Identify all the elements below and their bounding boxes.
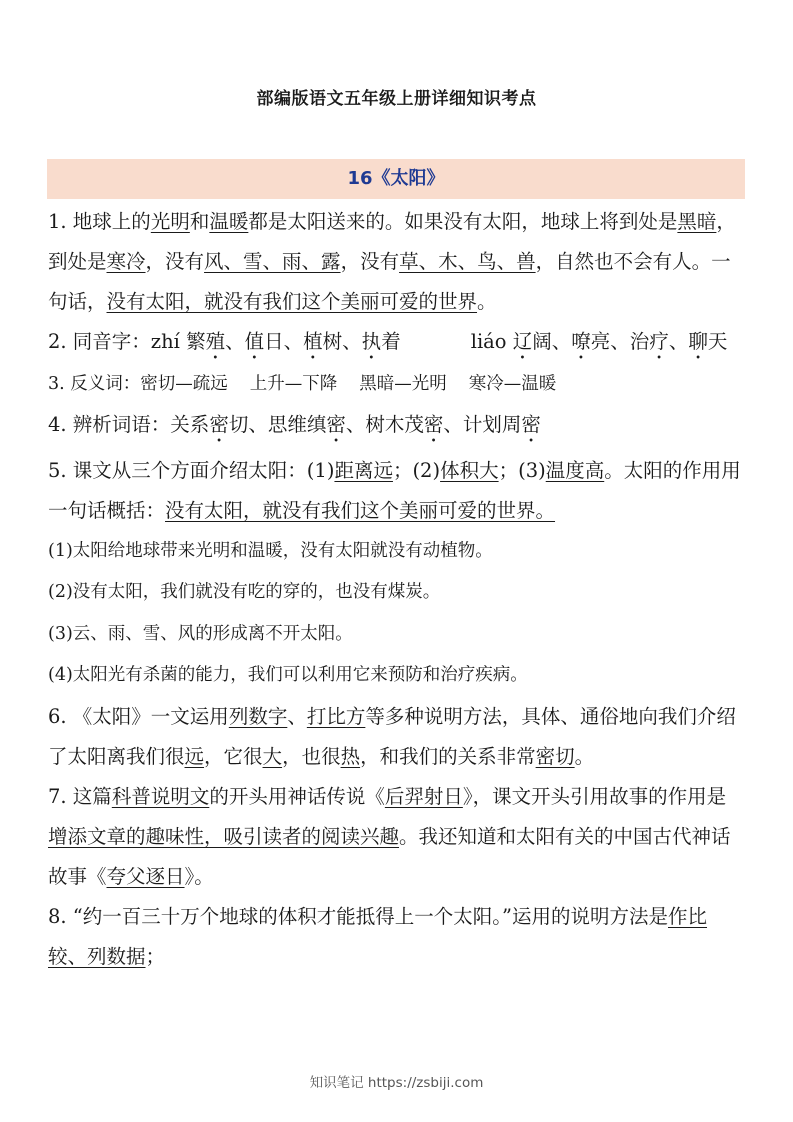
footer-watermark: 知识笔记 https://zsbiji.com	[309, 1075, 484, 1091]
point-3-antonyms: 3. 反义词：密切—疏远 上升—下降 黑暗—光明 寒冷—温暖	[48, 374, 557, 394]
point-5: 5. 课文从三个方面介绍太阳：(1)距离远；(2)体积大；(3)温度高。太阳的作用用一句话概括：没有太阳，就没有我们这个美丽可爱的世界。	[48, 458, 741, 522]
point-6: 6. 《太阳》一文运用列数字、打比方等多种说明方法，具体、通俗地向我们介绍了太阳离我们很远，它很大，也很热，和我们的关系非常密切。	[48, 704, 736, 768]
list-item-4: (4)太阳光有杀菌的能力，我们可以利用它来预防和治疗疾病。	[48, 665, 528, 685]
point-8: 8. “约一百三十万个地球的体积才能抵得上一个太阳。”运用的说明方法是作比较、列数据；	[48, 904, 708, 968]
list-item-3: (3)云、雨、雪、风的形成离不开太阳。	[48, 623, 353, 644]
point-2-homophones: 2. 同音字：zhí 繁殖、值日、植树、执着 liáo 辽阔、嘹亮、治疗、聊天	[48, 330, 728, 353]
list-item-1: (1)太阳给地球带来光明和温暖，没有太阳就没有动植物。	[48, 540, 493, 561]
point-7: 7. 这篇科普说明文的开头用神话传说《后羿射日》，课文开头引用故事的作用是增添文章的趣味性，吸引读者的阅读兴趣。我还知道和太阳有关的中国古代神话故事《夸父逐日》。	[48, 784, 731, 888]
point-1: 1. 地球上的光明和温暖都是太阳送来的。如果没有太阳，地球上将到处是黑暗，到处是寒冷，没有风、雪、雨、露，没有草、木、鸟、兽，自然也不会有人。一句话，没有太阳，就没有我们这个美丽可爱的世界。	[48, 210, 736, 313]
list-item-2: (2)没有太阳，我们就没有吃的穿的，也没有煤炭。	[48, 582, 441, 602]
document-title: 部编版语文五年级上册详细知识考点	[256, 89, 537, 109]
main-content	[48, 202, 745, 977]
section-heading: 16《太阳》	[47, 159, 745, 199]
point-4-word-analysis: 4. 辨析词语：关系密切、思维缜密、树木茂密、计划周密	[48, 412, 541, 436]
